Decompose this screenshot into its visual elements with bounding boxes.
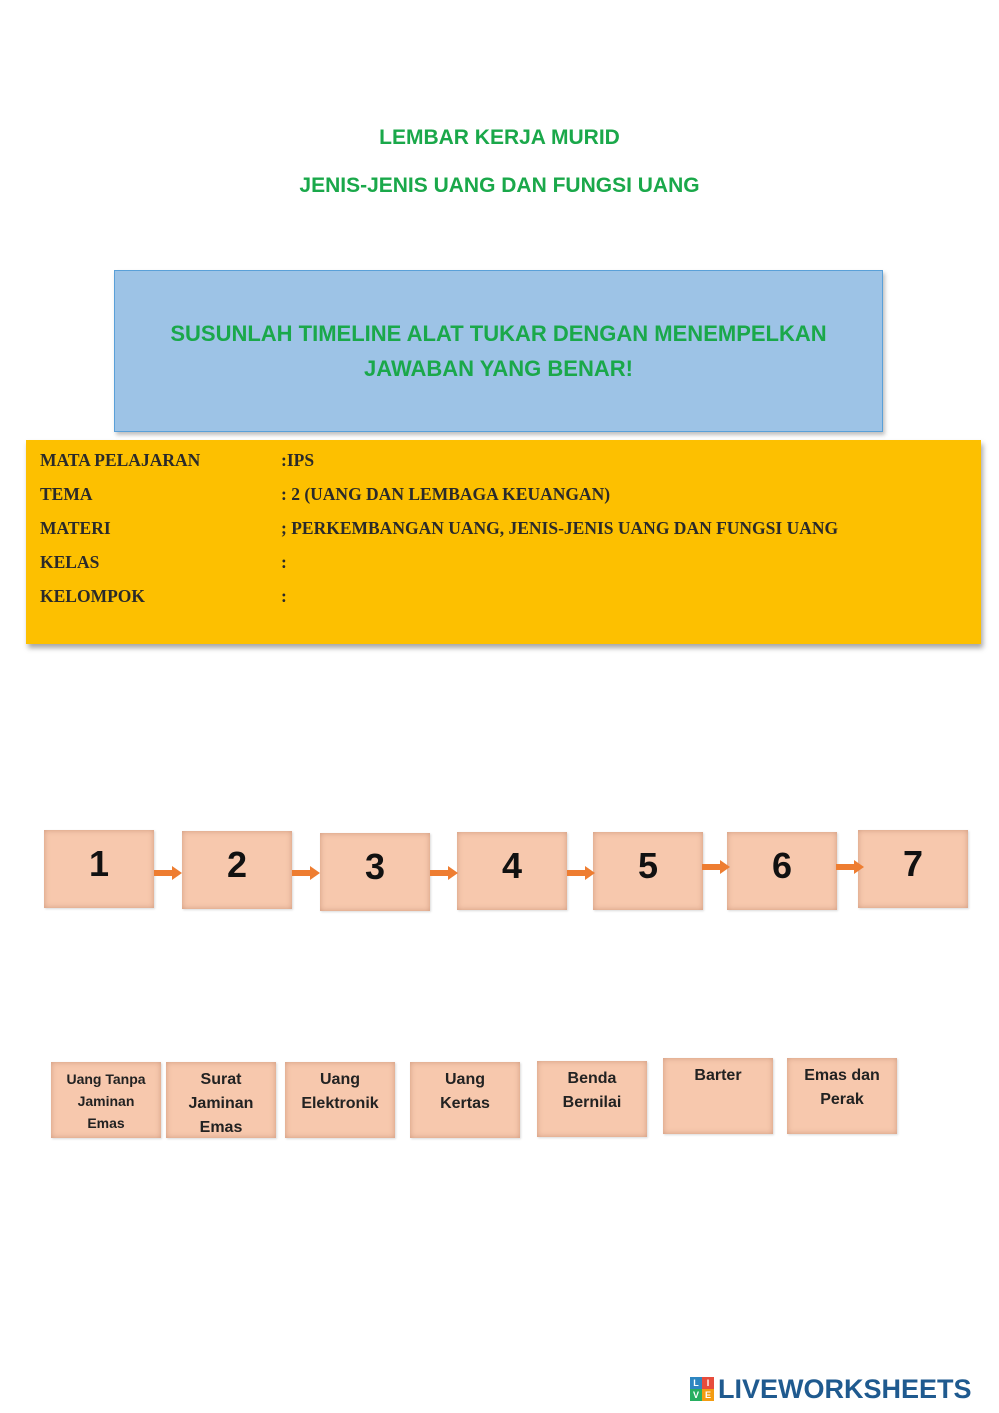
answer-text: Benda Bernilai (562, 1070, 622, 1111)
timeline-slot-4[interactable] (457, 832, 567, 910)
answer-text: Barter (694, 1067, 742, 1084)
timeline-number: 3 (364, 846, 386, 887)
answer-text: Uang Elektronik (301, 1071, 379, 1112)
timeline-slot-2[interactable] (182, 831, 292, 909)
info-panel (26, 440, 981, 644)
answer-card[interactable] (410, 1062, 520, 1138)
timeline-slot-5[interactable] (593, 832, 703, 910)
arrow-right-icon (154, 866, 182, 880)
arrow-right-icon (567, 866, 595, 880)
answer-card[interactable] (787, 1058, 897, 1134)
answer-card[interactable] (285, 1062, 395, 1138)
answer-text: Emas dan Perak (804, 1067, 880, 1108)
arrow-right-icon (292, 866, 320, 880)
info-value: ; PERKEMBANGAN UANG, JENIS-JENIS UANG DAN FUNGSI UANG (281, 518, 839, 538)
info-value: : (281, 552, 287, 572)
logo-mark-icon (690, 1377, 714, 1401)
logo-mark-letter: I (702, 1377, 714, 1389)
timeline-slot-7[interactable] (858, 830, 968, 908)
worksheet-title: LEMBAR KERJA MURID (379, 126, 620, 149)
liveworksheets-logo (690, 1373, 990, 1405)
info-label: MATERI (40, 518, 111, 538)
info-label: KELAS (40, 552, 100, 572)
instruction-box (114, 270, 883, 432)
answer-text: Uang Tanpa Jaminan Emas (66, 1071, 146, 1131)
answer-text: Surat Jaminan Emas (188, 1071, 254, 1136)
timeline-slot-6[interactable] (727, 832, 837, 910)
info-label: MATA PELAJARAN (40, 450, 201, 470)
instruction-line-1: SUSUNLAH TIMELINE ALAT TUKAR DENGAN MENEMPELKAN (170, 321, 827, 346)
answer-card[interactable] (663, 1058, 773, 1134)
timeline-number: 6 (771, 845, 793, 886)
logo-text: LIVEWORKSHEETS (718, 1373, 972, 1404)
info-value: : (281, 586, 287, 606)
timeline-slot-3[interactable] (320, 833, 430, 911)
worksheet-subtitle: JENIS-JENIS UANG DAN FUNGSI UANG (299, 174, 700, 197)
answer-card[interactable] (166, 1062, 276, 1138)
info-value: : 2 (UANG DAN LEMBAGA KEUANGAN) (281, 484, 611, 504)
info-label: KELOMPOK (40, 586, 145, 606)
info-value: :IPS (281, 450, 315, 470)
answer-text: Uang Kertas (440, 1071, 490, 1112)
timeline-number: 7 (902, 843, 924, 884)
timeline-number: 2 (226, 844, 248, 885)
answer-card[interactable] (51, 1062, 161, 1138)
answer-card[interactable] (537, 1061, 647, 1137)
timeline-number: 5 (637, 845, 659, 886)
timeline-slot-1[interactable] (44, 830, 154, 908)
logo-mark-letter: V (690, 1389, 702, 1401)
logo-mark-letter: L (690, 1377, 702, 1389)
arrow-right-icon (836, 860, 864, 874)
logo-mark-letter: E (702, 1389, 714, 1401)
instruction-line-2: JAWABAN YANG BENAR! (364, 356, 633, 381)
timeline-number: 4 (501, 845, 523, 886)
info-label: TEMA (40, 484, 93, 504)
timeline-number: 1 (88, 843, 110, 884)
arrow-right-icon (430, 866, 458, 880)
arrow-right-icon (702, 860, 730, 874)
